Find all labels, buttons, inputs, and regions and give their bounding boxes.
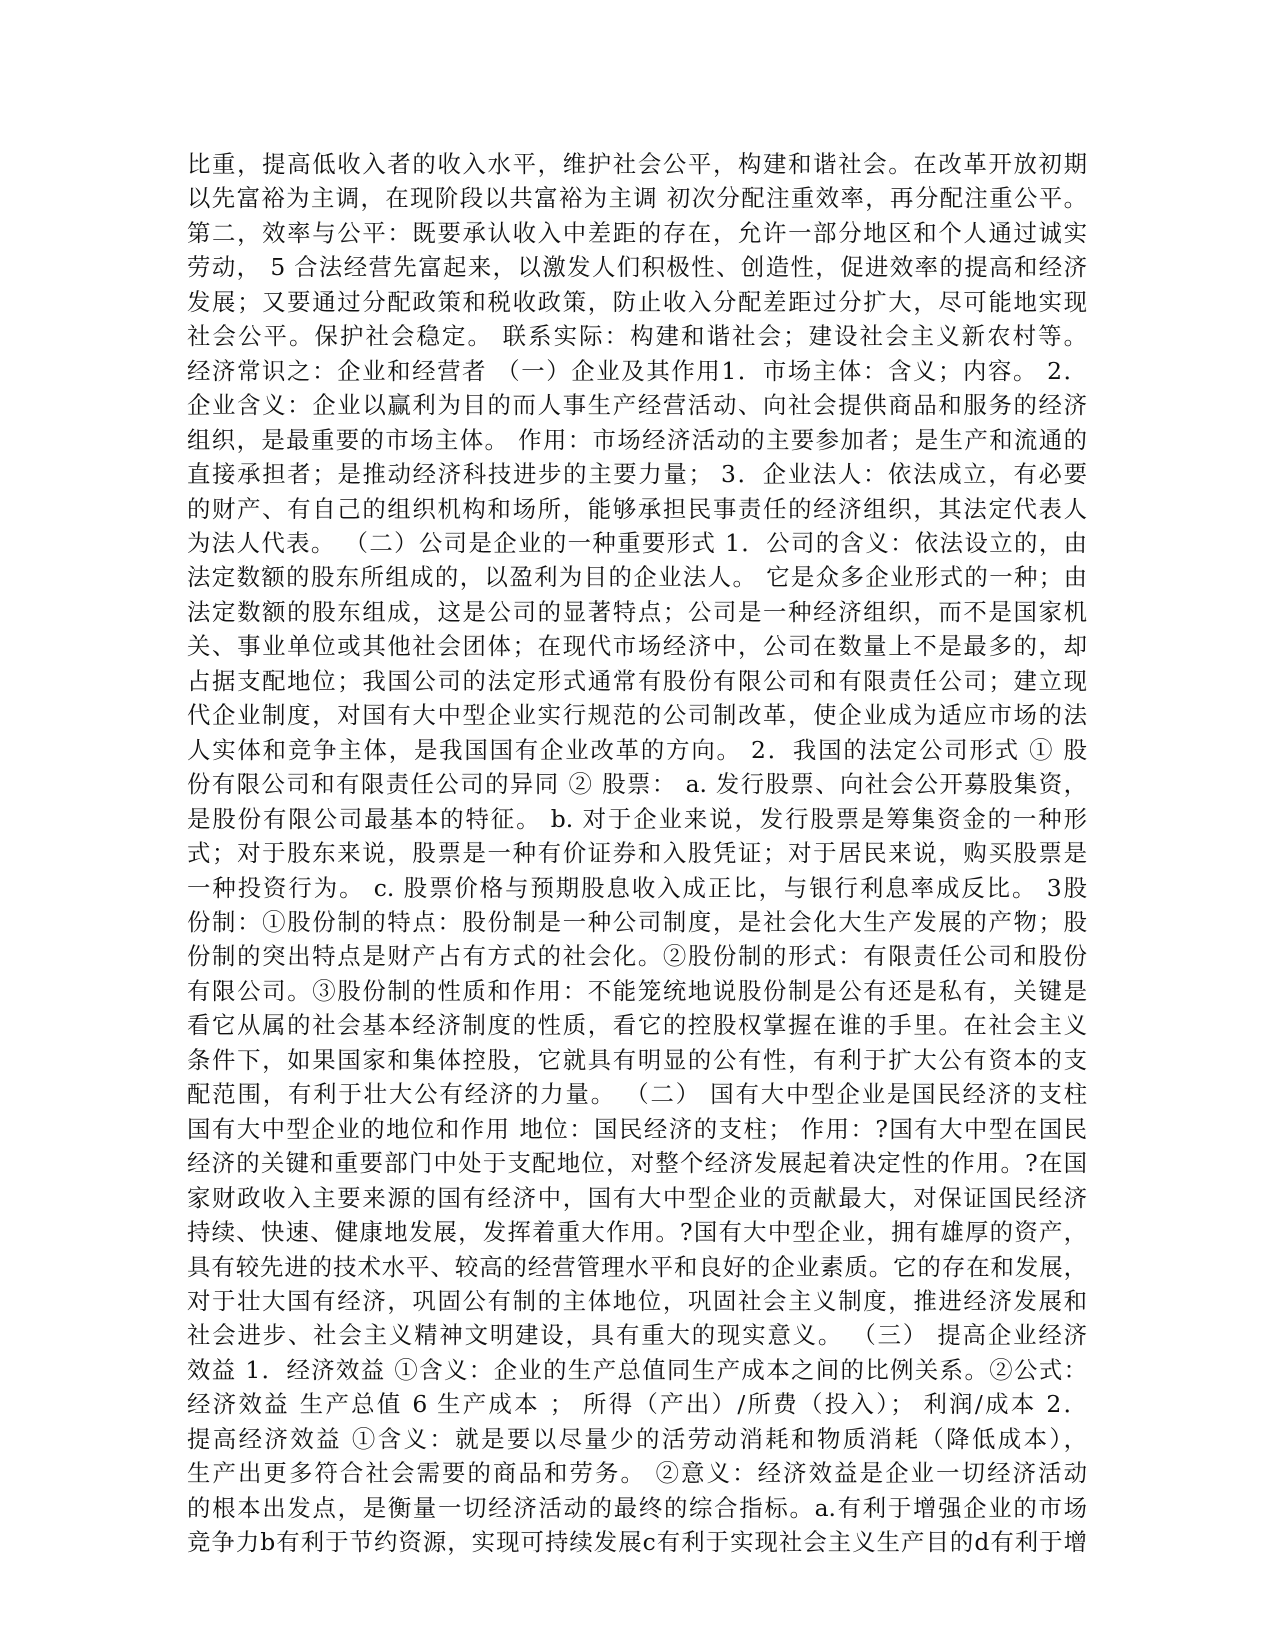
document-body [187, 147, 1087, 1560]
text-line: 社会公平。保护社会稳定。 联系实际：构建和谐社会；建设社会主义新农村等。 [187, 322, 1087, 351]
text-line: 是股份有限公司最基本的特征。 b. 对于企业来说，发行股票是筹集资金的一种形 [187, 804, 1087, 833]
text-line: 以先富裕为主调，在现阶段以共富裕为主调 初次分配注重效率，再分配注重公平。 [187, 184, 1087, 213]
text-line: 代企业制度，对国有大中型企业实行规范的公司制改革，使企业成为适应市场的法 [187, 701, 1087, 730]
text-line: 看它从属的社会基本经济制度的性质，看它的控股权掌握在谁的手里。在社会主义 [187, 1011, 1087, 1040]
text-line: 国有大中型企业的地位和作用 地位：国民经济的支柱； 作用：?国有大中型在国民 [187, 1114, 1087, 1143]
text-line: 占据支配地位；我国公司的法定形式通常有股份有限公司和有限责任公司；建立现 [187, 666, 1087, 695]
text-line: 比重，提高低收入者的收入水平，维护社会公平，构建和谐社会。在改革开放初期 [187, 150, 1087, 178]
text-line: 竞争力b有利于节约资源，实现可持续发展c有利于实现社会主义生产目的d有利于增 [187, 1528, 1087, 1557]
text-line: 经济的关键和重要部门中处于支配地位，对整个经济发展起着决定性的作用。?在国 [187, 1149, 1087, 1178]
text-line: 份制的突出特点是财产占有方式的社会化。②股份制的形式：有限责任公司和股份 [187, 942, 1087, 971]
text-line: 经济效益 生产总值 6 生产成本 ； 所得（产出）/所费（投入）； 利润/成本 2． [187, 1390, 1087, 1419]
text-line: 的根本出发点，是衡量一切经济活动的最终的综合指标。a.有利于增强企业的市场 [187, 1493, 1087, 1522]
text-line: 配范围，有利于壮大公有经济的力量。 （二） 国有大中型企业是国民经济的支柱 [187, 1080, 1087, 1109]
text-line: 持续、快速、健康地发展，发挥着重大作用。?国有大中型企业，拥有雄厚的资产， [187, 1218, 1087, 1247]
text-line: 组织，是最重要的市场主体。 作用：市场经济活动的主要参加者；是生产和流通的 [187, 425, 1087, 454]
text-line: 法定数额的股东所组成的，以盈利为目的企业法人。 它是众多企业形式的一种；由 [187, 563, 1087, 592]
text-line: 劳动， 5 合法经营先富起来，以激发人们积极性、创造性，促进效率的提高和经济 [187, 253, 1087, 282]
text-line: 企业含义：企业以赢利为目的而人事生产经营活动、向社会提供商品和服务的经济 [187, 391, 1087, 420]
text-line: 社会进步、社会主义精神文明建设，具有重大的现实意义。 （三） 提高企业经济 [187, 1321, 1087, 1350]
text-line: 生产出更多符合社会需要的商品和劳务。 ②意义：经济效益是企业一切经济活动 [187, 1459, 1087, 1488]
text-line: 第二，效率与公平：既要承认收入中差距的存在，允许一部分地区和个人通过诚实 [187, 218, 1087, 247]
text-line: 发展；又要通过分配政策和税收政策，防止收入分配差距过分扩大，尽可能地实现 [187, 287, 1087, 316]
text-line: 份制：①股份制的特点：股份制是一种公司制度，是社会化大生产发展的产物；股 [187, 907, 1087, 936]
text-line: 的财产、有自己的组织机构和场所，能够承担民事责任的经济组织，其法定代表人 [187, 494, 1087, 523]
text-line: 具有较先进的技术水平、较高的经营管理水平和良好的企业素质。它的存在和发展， [187, 1252, 1087, 1281]
text-line: 效益 1．经济效益 ①含义：企业的生产总值同生产成本之间的比例关系。②公式： [187, 1355, 1087, 1384]
text-line: 直接承担者；是推动经济科技进步的主要力量； 3．企业法人：依法成立，有必要 [187, 460, 1087, 489]
text-line: 一种投资行为。 c. 股票价格与预期股息收入成正比，与银行利息率成反比。 3股 [187, 873, 1087, 902]
text-line: 法定数额的股东组成，这是公司的显著特点；公司是一种经济组织，而不是国家机 [187, 597, 1087, 626]
text-line: 份有限公司和有限责任公司的异同 ② 股票： a. 发行股票、向社会公开募股集资， [187, 770, 1087, 799]
text-line: 式；对于股东来说，股票是一种有价证券和入股凭证；对于居民来说，购买股票是 [187, 839, 1087, 868]
text-line: 关、事业单位或其他社会团体；在现代市场经济中，公司在数量上不是最多的，却 [187, 632, 1087, 661]
text-line: 为法人代表。 （二）公司是企业的一种重要形式 1．公司的含义：依法设立的，由 [187, 528, 1087, 557]
text-line: 人实体和竞争主体，是我国国有企业改革的方向。 2．我国的法定公司形式 ① 股 [187, 735, 1087, 764]
text-line: 家财政收入主要来源的国有经济中，国有大中型企业的贡献最大，对保证国民经济 [187, 1183, 1087, 1212]
text-line: 有限公司。③股份制的性质和作用：不能笼统地说股份制是公有还是私有，关键是 [187, 976, 1087, 1005]
text-line: 条件下，如果国家和集体控股，它就具有明显的公有性，有利于扩大公有资本的支 [187, 1045, 1087, 1074]
text-line: 经济常识之：企业和经营者 （一）企业及其作用1．市场主体：含义；内容。 2． [187, 356, 1087, 385]
text-line: 提高经济效益 ①含义：就是要以尽量少的活劳动消耗和物质消耗（降低成本）， [187, 1424, 1087, 1453]
text-line: 对于壮大国有经济，巩固公有制的主体地位，巩固社会主义制度，推进经济发展和 [187, 1286, 1087, 1315]
